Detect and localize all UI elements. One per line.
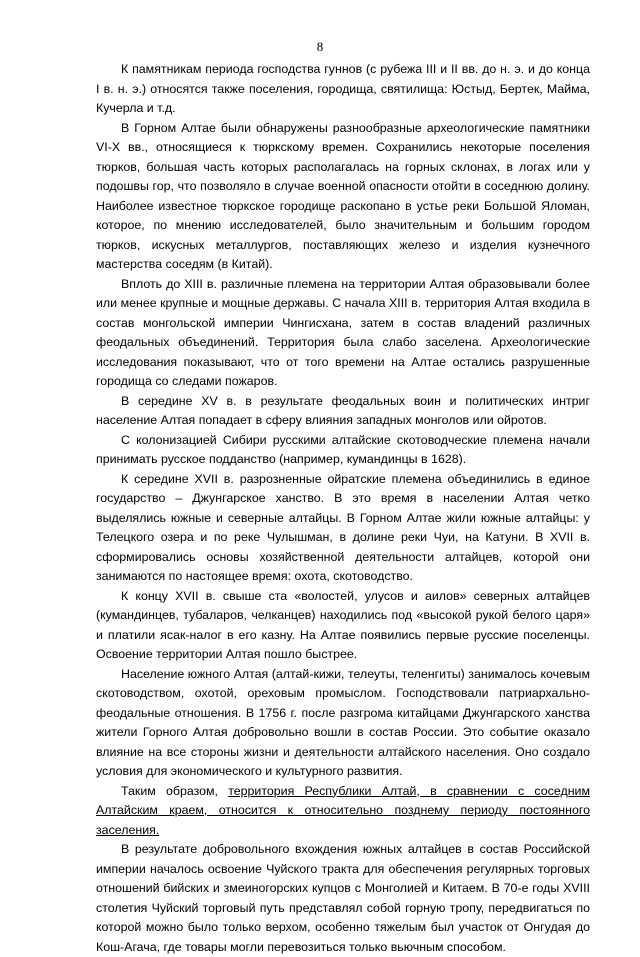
paragraph-3: Вплоть до XIII в. различные племена на территории Алтая образовывали более или менее крупные и мощные державы. С начала XIII в. территория Алтая входила в состав монгольской империи Чингисхана, затем в состав владений различных феодальных объединений. Территория была слабо заселена. Археологические исследования показывают, что от того времени на Алтае остались разрушенные городища со следами пожаров. <box>96 276 590 388</box>
paragraph-6: К середине XVII в. разрозненные ойратские племена объединились в единое государство – Джунгарское ханство. В это время в населении Алтая четко выделялись южные и северные алтайцы. В Горном Алтае жили южные алтайцы: у Телецкого озера и по реке Чулышман, в долине реки Чуи, на Катуни. В XVII в. сформировались основы хозяйственной деятельности алтайцев, которой они занимаются по настоящее время: охота, скотоводство. <box>96 471 590 583</box>
paragraph-1: К памятникам периода господства гуннов (с рубежа III и II вв. до н. э. и до конца I в. н. э.) относятся также поселения, городища, святилища: Юстыд, Бертек, Майма, Кучерла и т.д. <box>96 62 590 115</box>
document-body <box>96 60 590 957</box>
paragraph-7: К концу XVII в. свыше ста «волостей, улусов и аилов» северных алтайцев (кумандинцев, тубаларов, челканцев) находились под «высокой рукой белого царя» и платили ясак-налог в его казну. На Алтае появились первые русские поселенцы. Освоение территории Алтая пошло быстрее. <box>96 588 590 661</box>
page-number: 8 <box>316 39 324 54</box>
paragraph-10: В результате добровольного вхождения южных алтайцев в состав Российской империи началось освоение Чуйского тракта для обеспечения регулярных торговых отношений бийских и змеиногорских купцов с Монголией и Китаем. В 70-е годы XVIII столетия Чуйский торговый путь представлял собой горную тропу, передвигаться по которой можно было только верхом, особенно тяжелым был участок от Онгудая до Кош-Агача, где товары могли перевозиться только вьючным способом. <box>96 842 590 954</box>
paragraph-5: С колонизацией Сибири русскими алтайские скотоводческие племена начали принимать русское подданство (например, кумандинцы в 1628). <box>96 432 590 466</box>
paragraph-8: Население южного Алтая (алтай-кижи, телеуты, теленгиты) занималось кочевым скотоводством, охотой, ореховым промыслом. Господствовали патриархально-феодальные отношения. В 1756 г. после разгрома китайцами Джунгарского ханства жители Горного Алтая добровольно вошли в состав России. Это событие оказало влияние на все стороны жизни и деятельности алтайского населения. Оно создало условия для экономического и культурного развития. <box>96 666 590 778</box>
paragraph-2: В Горном Алтае были обнаружены разнообразные археологические памятники VI-X вв., относящиеся к тюркскому времен. Сохранились некоторые поселения тюрков, большая часть которых располагалась на горных склонах, в логах или у подошвы гор, что позволяло в случае военной опасности отойти в соседнюю долину. Наиболее известное тюркское городище раскопано в устье реки Большой Яломан, которое, по мнению исследователей, было значительным и большим городом тюрков, искусных металлургов, поставляющих железо и изделия кузнечного мастерства соседям (в Китай). <box>96 120 590 271</box>
conclusion-lead: Таким образом, <box>121 783 229 798</box>
paragraph-9-conclusion <box>96 782 590 841</box>
conclusion-underlined: территория Республики Алтай, в сравнении с соседним Алтайским краем, относится к относительно позднему периоду постоянного заселения. <box>96 783 590 837</box>
paragraph-4: В середине XV в. в результате феодальных воин и политических интриг население Алтая попадает в сферу влияния западных монголов или ойротов. <box>96 393 590 427</box>
